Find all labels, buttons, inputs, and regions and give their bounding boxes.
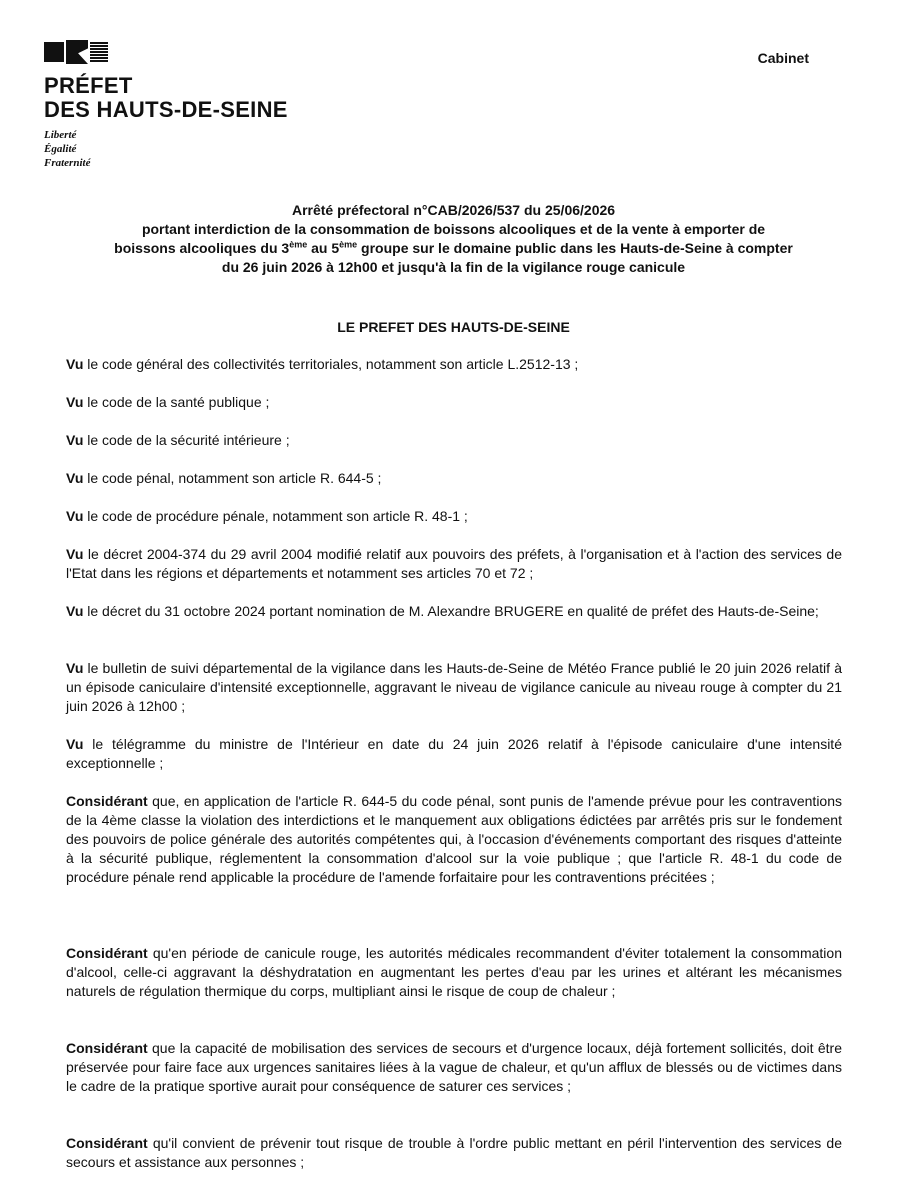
whereas-text: que, en application de l'article R. 644-5 du code pénal, sont punis de l'amende prévue pour les contraventions de la 4ème classe la violation des interdictions et le manquement aux obligations édictées par arrêtés pris sur le fondement des pouvoirs de police générale des autorités compétentes qui, à l'occasion d'événements comportant des risques d'atteinte à la sécurité publique, réglementent la consommation d'alcool sur la voie publique ; que l'article R. 48-1 du code de procédure pénale rend applicable la procédure de l'amende forfaitaire pour les contraventions précitées ; <box>66 793 842 885</box>
whereas-text: que la capacité de mobilisation des services de secours et d'urgence locaux, déjà fortement sollicités, doit être préservée pour faire face aux urgences sanitaires liées à la vague de chaleur, et qu'un afflux de blessés ou de victimes dans le cadre de la pratique sportive aurait pour conséquence de saturer ces services ; <box>66 1040 842 1094</box>
recital-label: Vu <box>66 660 84 676</box>
recital-text: le code général des collectivités territoriales, notamment son article L.2512-13 ; <box>83 356 579 372</box>
whereas-label: Considérant <box>66 1040 148 1056</box>
recital-label: Vu <box>66 546 84 562</box>
recital-paragraph <box>66 735 842 773</box>
prefecture-name <box>44 74 288 122</box>
recital-paragraph <box>66 659 842 716</box>
recital-paragraph <box>66 393 842 412</box>
whereas-paragraph <box>66 1134 842 1172</box>
whereas-text: qu'il convient de prévenir tout risque de trouble à l'ordre public mettant en péril l'intervention des services de secours et assistance aux personnes ; <box>66 1135 842 1170</box>
recital-text: le bulletin de suivi départemental de la vigilance dans les Hauts-de-Seine de Météo France publié le 20 juin 2026 relatif à un épisode caniculaire d'intensité exceptionnelle, aggravant le niveau de vigilance canicule au niveau rouge à compter du 21 juin 2026 à 12h00 ; <box>66 660 842 714</box>
whereas-text: qu'en période de canicule rouge, les autorités médicales recommandent d'éviter totalement la consommation d'alcool, celle-ci aggravant la déshydratation en augmentant les pertes d'eau par les urines et altérant les mécanismes naturels de régulation thermique du corps, multipliant ainsi le risque de coup de chaleur ; <box>66 945 842 999</box>
decree-title-line: portant interdiction de la consommation de boissons alcooliques et de la vente à emporter de <box>141 221 766 237</box>
recital-paragraph <box>66 355 842 374</box>
recital-label: Vu <box>66 394 84 410</box>
prefecture-logo <box>44 40 288 170</box>
whereas-label: Considérant <box>66 793 148 809</box>
recital-text: le décret 2004-374 du 29 avril 2004 modifié relatif aux pouvoirs des préfets, à l'organisation et à l'action des services de l'Etat dans les régions et départements et notamment ses articles 70 et 72 ; <box>66 546 842 581</box>
recital-label: Vu <box>66 470 84 486</box>
marianne-logo-icon <box>44 40 108 64</box>
decree-title-line: Arrêté préfectoral n°CAB/2026/537 du 25/06/2026 <box>291 202 616 218</box>
recital-paragraph <box>66 469 842 488</box>
recital-label: Vu <box>66 356 84 372</box>
recital-label: Vu <box>66 603 84 619</box>
motto-line: Fraternité <box>44 157 91 169</box>
recital-text: le télégramme du ministre de l'Intérieur en date du 24 juin 2026 relatif à l'épisode caniculaire d'une intensité exceptionnelle ; <box>66 736 842 771</box>
recital-text: le code de la sécurité intérieure ; <box>83 432 290 448</box>
motto-line: Égalité <box>44 143 77 155</box>
whereas-paragraph <box>66 792 842 887</box>
prefecture-name-line: PRÉFET <box>44 73 133 98</box>
issuing-authority: LE PREFET DES HAUTS-DE-SEINE <box>337 319 570 335</box>
recital-paragraph <box>66 507 842 526</box>
recital-text: le code de procédure pénale, notamment son article R. 48-1 ; <box>83 508 468 524</box>
republic-motto <box>44 128 288 170</box>
recital-label: Vu <box>66 508 84 524</box>
whereas-paragraph <box>66 944 842 1001</box>
recital-text: le code pénal, notamment son article R. 644-5 ; <box>83 470 382 486</box>
whereas-label: Considérant <box>66 1135 148 1151</box>
recital-paragraph <box>66 431 842 450</box>
whereas-label: Considérant <box>66 945 148 961</box>
whereas-paragraph <box>66 1039 842 1096</box>
decree-title-line: du 26 juin 2026 à 12h00 et jusqu'à la fin de la vigilance rouge canicule <box>221 259 686 275</box>
decree-title-line: boissons alcooliques du 3ème au 5ème groupe sur le domaine public dans les Hauts-de-Seine à compter <box>114 239 793 256</box>
recital-text: le code de la santé publique ; <box>83 394 270 410</box>
department-label: Cabinet <box>757 50 809 66</box>
recital-text: le décret du 31 octobre 2024 portant nomination de M. Alexandre BRUGERE en qualité de préfet des Hauts-de-Seine; <box>83 603 819 619</box>
motto-line: Liberté <box>44 129 77 141</box>
recital-paragraph <box>66 545 842 583</box>
recital-label: Vu <box>66 432 84 448</box>
prefecture-name-line: DES HAUTS-DE-SEINE <box>44 97 288 122</box>
recital-paragraph <box>66 602 842 621</box>
decree-title <box>40 201 867 277</box>
recital-label: Vu <box>66 736 84 752</box>
